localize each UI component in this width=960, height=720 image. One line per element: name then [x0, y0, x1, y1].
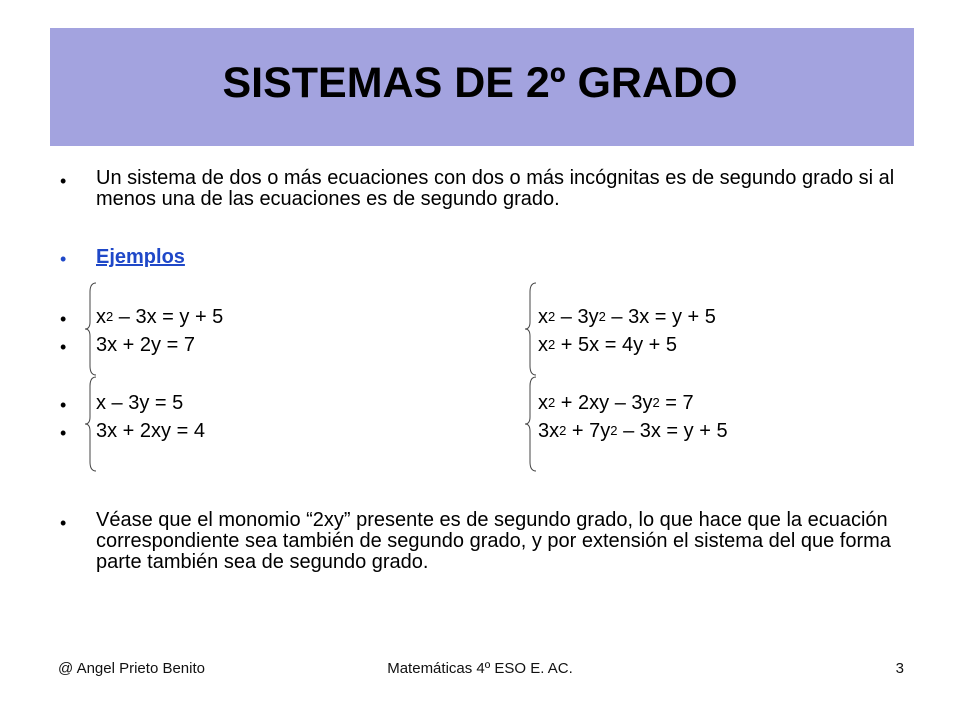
equation-2d: $3x^2 + 7y^2 - 3x = y + 5$ [538, 420, 728, 442]
slide-title: SISTEMAS DE 2º GRADO [222, 59, 738, 107]
equation-2c: $x^2 + 2xy - 3y^2 = 7$ [538, 392, 694, 414]
note-paragraph: Véase que el monomio “2xy” presente es de segundo grado, lo que hace que la ecuación correspondiente sea también de segundo grado, y por extensión el sistema del que forma parte también sea de segundo grado. [96, 509, 891, 573]
bullet-dot: • [60, 395, 67, 415]
bullet-dot: • [60, 249, 67, 269]
footer-author: @ Angel Prieto Benito [58, 660, 205, 677]
left-brace-system-1 [84, 282, 98, 376]
bullet-dot: • [60, 309, 67, 329]
bullet-dot: • [60, 337, 67, 357]
equation-1d: $x^2 + 5x = 4y + 5$ [538, 334, 677, 356]
equation-2a: x – 3y = 5 [96, 392, 184, 414]
right-brace-system-1 [524, 282, 538, 376]
intro-paragraph: Un sistema de dos o más ecuaciones con dos o más incógnitas es de segundo grado si al menos una de las ecuaciones es de segundo grado. [96, 167, 895, 210]
equation-1a: $x^2 - 3x = y + 5$ [96, 306, 224, 328]
footer-page-number: 3 [895, 660, 904, 677]
right-brace-system-2 [524, 376, 538, 472]
equation-2b: 3x + 2xy = 4 [96, 420, 205, 442]
bullet-dot: • [60, 513, 67, 533]
footer-course: Matemáticas 4º ESO E. AC. [387, 660, 573, 677]
equation-1b: 3x + 2y = 7 [96, 334, 195, 356]
equation-1c: $x^2 - 3y^2 - 3x = y + 5$ [538, 306, 716, 328]
bullet-dot: • [60, 171, 67, 191]
examples-link[interactable]: Ejemplos [96, 246, 185, 268]
bullet-dot: • [60, 423, 67, 443]
